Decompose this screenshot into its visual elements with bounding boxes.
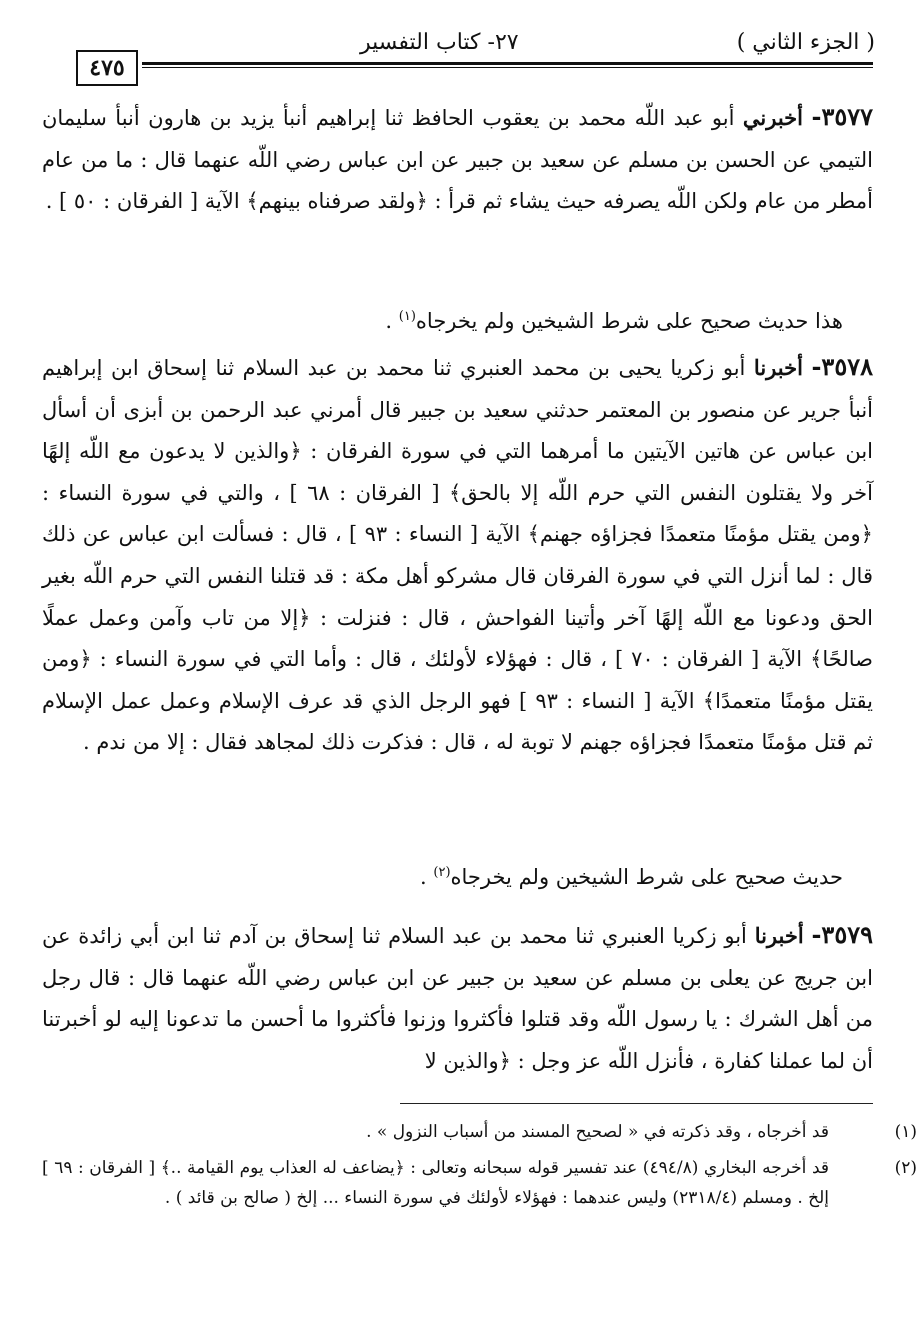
hadith-text: أبو عبد اللّه محمد بن يعقوب الحافظ ثنا إبراهيم أنبأ يزيد بن هارون أنبأ سليمان التيمي عن الحسن بن مسلم عن سعيد بن جبير عن ابن عباس رضي اللّه عنهما قال : ما من عام أمطر من عام ولكن اللّه يصرفه حيث يشاء ثم قرأ : ﴿ولقد صرفناه بينهم﴾ الآية [ الفرقان : ٥٠ ] .: [42, 106, 873, 214]
hadith-keyword: أخبرنا: [753, 355, 803, 380]
hadith-3579: [42, 914, 873, 1082]
grading-end: .: [385, 309, 399, 333]
grading-3577: [42, 296, 873, 343]
footnote-marker: (٢): [894, 1158, 917, 1178]
hadith-number: ٣٥٧٩-: [811, 920, 873, 949]
footnote-text: قد أخرجاه ، وقد ذكرته في « لصحيح المسند من أسباب النزول » .: [366, 1122, 829, 1142]
footnote-2: [42, 1153, 917, 1213]
footnote-marker: (١): [894, 1122, 917, 1142]
page-number: ٤٧٥: [76, 50, 138, 86]
hadith-number: ٣٥٧٧-: [811, 102, 873, 131]
grading-end: .: [420, 865, 434, 889]
header-part-title: ( الجزء الثاني ): [736, 30, 875, 55]
hadith-text: أبو زكريا العنبري ثنا محمد بن عبد السلام ثنا إسحاق بن آدم ثنا ابن أبي زائدة عن ابن جريج عن يعلى بن مسلم عن سعيد بن جبير عن ابن عباس رضي اللّه عنهما قال : قال رجل من أهل الشرك : يا رسول اللّه وقد قتلوا فأكثروا وزنوا فأكثروا ما أحسن ما تدعونا إليه لو أخبرتنا أن لما عملنا كفارة ، فأنزل اللّه عز وجل : ﴿والذين لا: [42, 924, 873, 1073]
hadith-3577: [42, 96, 873, 223]
header-book-title: ٢٧- كتاب التفسير: [360, 30, 519, 55]
footnote-1: [42, 1117, 917, 1147]
hadith-number: ٣٥٧٨-: [811, 352, 873, 381]
hadith-keyword: أخبرني: [742, 105, 803, 130]
footnote-text: قد أخرجه البخاري (٤٩٤/٨) عند تفسير قوله سبحانه وتعالى : ﴿يضاعف له العذاب يوم القيامة ..﴾ [ الفرقان : ٦٩ ] إلخ . ومسلم (٢٣١٨/٤) وليس عندهما : فهؤلاء لأولئك في سورة النساء ... إلخ ( صالح بن قائد ) .: [42, 1158, 830, 1208]
footnote-reference: (٢): [433, 865, 451, 880]
grading-3578: [42, 852, 873, 899]
grading-text: حديث صحيح على شرط الشيخين ولم يخرجاه: [450, 865, 843, 889]
hadith-3578: [42, 346, 873, 764]
hadith-text: أبو زكريا يحيى بن محمد العنبري ثنا محمد بن عبد السلام ثنا إسحاق ابن إبراهيم أنبأ جرير عن منصور بن المعتمر حدثني سعيد بن جبير قال أمرني عبد الرحمن بن أبزى أن أسأل ابن عباس عن هاتين الآيتين ما أمرهما التي في سورة الفرقان : ﴿والذين لا يدعون مع اللّه إلهًا آخر ولا يقتلون النفس التي حرم اللّه إلا بالحق﴾ [ الفرقان : ٦٨ ] ، والتي في سورة النساء : ﴿ومن يقتل مؤمنًا متعمدًا فجزاؤه جهنم﴾ الآية [ النساء : ٩٣ ] ، قال : فسألت ابن عباس عن ذلك قال : لما أنزل التي في سورة الفرقان قال مشركو أهل مكة : قد قتلنا النفس التي حرم اللّه بغير الحق ودعونا مع اللّه إلهًا آخر وأتينا الفواحش ، قال : فنزلت : ﴿إلا من تاب وآمن وعمل عملًا صالحًا﴾ الآية [ الفرقان : ٧٠ ] ، قال : فهؤلاء لأولئك ، قال : وأما التي في سورة النساء : ﴿ومن يقتل مؤمنًا متعمدًا﴾ الآية [ النساء : ٩٣ ] فهو الرجل الذي قد عرف الإسلام وعمل عمل الإسلام ثم قتل مؤمنًا متعمدًا فجزاؤه جهنم لا توبة له ، قال : فذكرت ذلك لمجاهد فقال : إلا من ندم .: [42, 356, 873, 755]
grading-text: هذا حديث صحيح على شرط الشيخين ولم يخرجاه: [415, 309, 843, 333]
hadith-keyword: أخبرنا: [754, 923, 804, 948]
header-rule-thin: [142, 67, 873, 68]
header-rule-thick: [142, 62, 873, 65]
footnote-divider: [400, 1103, 873, 1104]
footnote-reference: (١): [398, 309, 416, 324]
